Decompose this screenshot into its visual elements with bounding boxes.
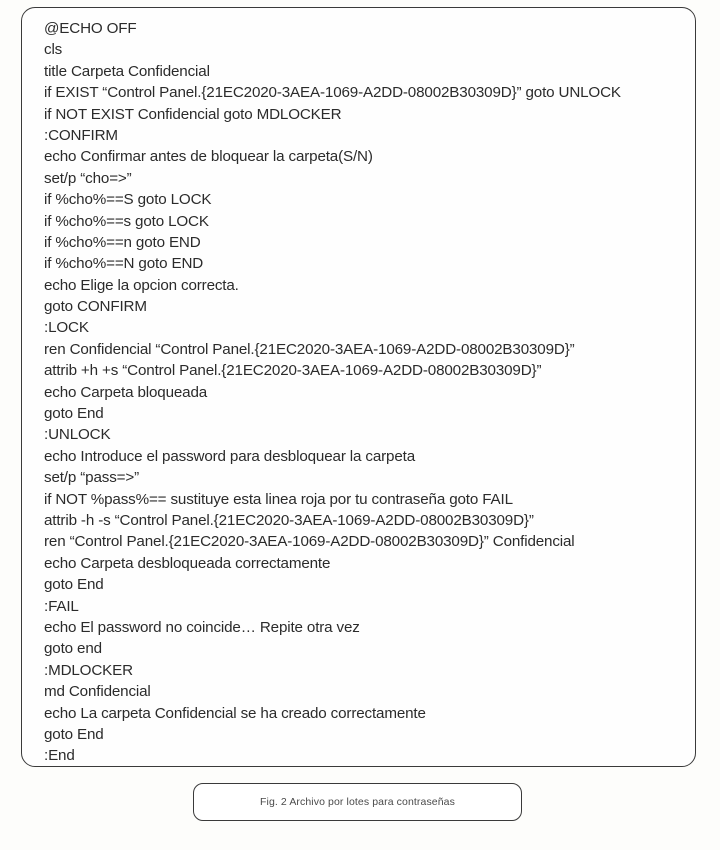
code-line: echo Carpeta bloqueada [44, 383, 208, 401]
code-line: echo Confirmar antes de bloquear la carpeta(S/N) [44, 148, 373, 166]
code-line: :End [44, 747, 75, 765]
code-line: :UNLOCK [44, 426, 111, 444]
code-line: attrib -h -s “Control Panel.{21EC2020-3AEA-1069-A2DD-08002B30309D}” [44, 511, 534, 529]
code-line: goto End [44, 725, 104, 743]
code-line: if %cho%==S goto LOCK [44, 191, 212, 209]
code-line: if NOT EXIST Confidencial goto MDLOCKER [44, 105, 342, 123]
code-line: ren Confidencial “Control Panel.{21EC2020-3AEA-1069-A2DD-08002B30309D}” [44, 340, 575, 358]
code-line: echo El password no coincide… Repite otra vez [44, 618, 360, 636]
code-line: goto End [44, 405, 104, 423]
code-line: :MDLOCKER [44, 661, 133, 679]
code-line: md Confidencial [44, 683, 151, 701]
code-line: attrib +h +s “Control Panel.{21EC2020-3AEA-1069-A2DD-08002B30309D}” [44, 362, 542, 380]
figure-caption: Fig. 2 Archivo por lotes para contraseñas [260, 796, 455, 808]
code-line: echo Elige la opcion correcta. [44, 276, 239, 294]
code-line: echo Introduce el password para desbloquear la carpeta [44, 447, 415, 465]
code-line: :FAIL [44, 597, 79, 615]
code-line: cls [44, 41, 63, 59]
code-line: if %cho%==n goto END [44, 233, 201, 251]
code-line: echo La carpeta Confidencial se ha creado correctamente [44, 704, 426, 722]
code-line: set/p “cho=>” [44, 169, 132, 187]
figure-caption-box [193, 783, 522, 821]
code-line: if %cho%==s goto LOCK [44, 212, 209, 230]
code-line: goto CONFIRM [44, 298, 147, 316]
code-line: :CONFIRM [44, 126, 118, 144]
code-line: if NOT %pass%== sustituye esta linea roja por tu contraseña goto FAIL [44, 490, 513, 508]
code-line: if EXIST “Control Panel.{21EC2020-3AEA-1069-A2DD-08002B30309D}” goto UNLOCK [44, 84, 621, 102]
code-line: goto end [44, 640, 102, 658]
code-line: ren “Control Panel.{21EC2020-3AEA-1069-A2DD-08002B30309D}” Confidencial [44, 533, 575, 551]
code-line: title Carpeta Confidencial [44, 62, 210, 80]
code-line: if %cho%==N goto END [44, 255, 204, 273]
code-line: set/p “pass=>” [44, 469, 139, 487]
code-line: echo Carpeta desbloqueada correctamente [44, 554, 331, 572]
code-line: :LOCK [44, 319, 89, 337]
batch-code-listing [44, 18, 621, 767]
code-line: goto End [44, 576, 104, 594]
code-line: @ECHO OFF [44, 20, 137, 37]
